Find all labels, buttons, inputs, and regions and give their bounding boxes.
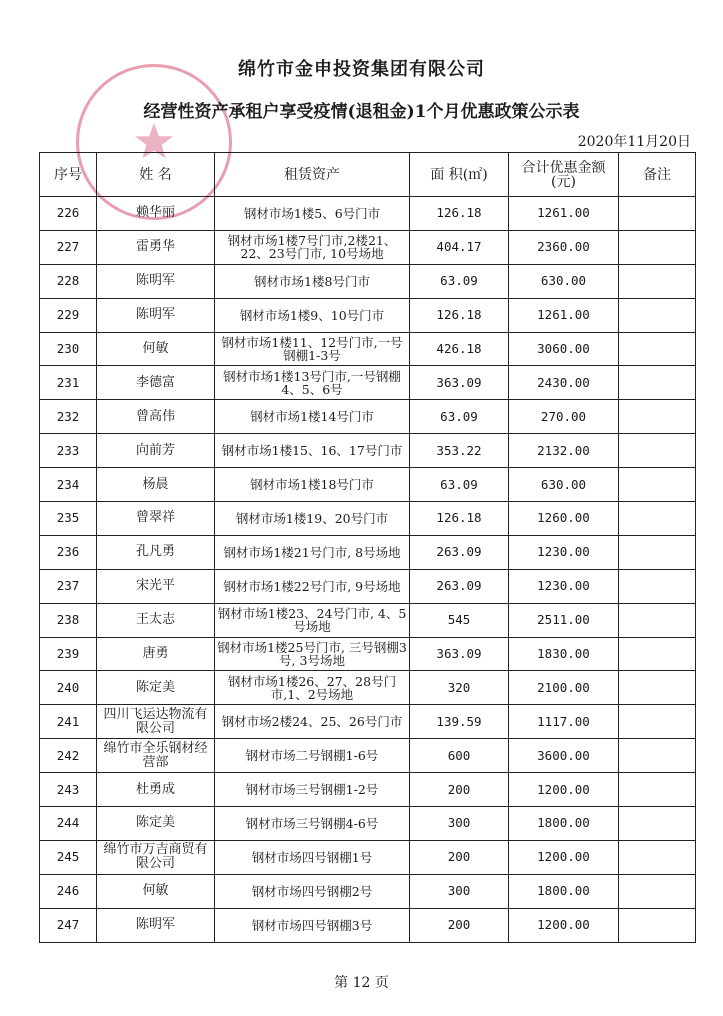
cell-no: 238 (40, 603, 97, 637)
cell-name: 曾高伟 (97, 400, 215, 434)
cell-no: 226 (40, 197, 97, 231)
cell-amount: 1800.00 (509, 807, 619, 841)
cell-name: 孔凡勇 (97, 535, 215, 569)
cell-note (619, 807, 696, 841)
table-row (40, 603, 696, 637)
cell-name: 雷勇华 (97, 230, 215, 264)
table-row (40, 468, 696, 502)
cell-amount: 2100.00 (509, 671, 619, 705)
policy-table (39, 152, 696, 943)
cell-no: 234 (40, 468, 97, 502)
cell-amount: 1230.00 (509, 535, 619, 569)
cell-amount: 1200.00 (509, 908, 619, 942)
cell-amount: 2132.00 (509, 434, 619, 468)
cell-asset: 钢材市场1楼23、24号门市, 4、5号场地 (215, 603, 410, 637)
table-row (40, 400, 696, 434)
cell-asset: 钢材市场三号钢棚4-6号 (215, 807, 410, 841)
cell-no: 231 (40, 366, 97, 400)
table-header-row (40, 153, 696, 197)
table-row (40, 705, 696, 739)
cell-area: 545 (410, 603, 509, 637)
cell-asset: 钢材市场1楼13号门市,一号钢棚4、5、6号 (215, 366, 410, 400)
cell-note (619, 230, 696, 264)
cell-amount: 1200.00 (509, 840, 619, 874)
cell-asset: 钢材市场二号钢棚1-6号 (215, 739, 410, 773)
table-row (40, 874, 696, 908)
publish-date: 2020年11月20日 (577, 134, 691, 150)
table-row (40, 569, 696, 603)
cell-area: 200 (410, 773, 509, 807)
cell-no: 230 (40, 332, 97, 366)
cell-name: 陈明军 (97, 298, 215, 332)
table-row (40, 908, 696, 942)
cell-name: 陈定美 (97, 807, 215, 841)
document-title: 经营性资产承租户享受疫情(退租金)1个月优惠政策公示表 (143, 102, 580, 122)
table-row (40, 773, 696, 807)
table-row (40, 332, 696, 366)
cell-note (619, 569, 696, 603)
cell-asset: 钢材市场三号钢棚1-2号 (215, 773, 410, 807)
cell-area: 426.18 (410, 332, 509, 366)
cell-note (619, 739, 696, 773)
cell-no: 233 (40, 434, 97, 468)
cell-amount: 1800.00 (509, 874, 619, 908)
cell-name: 何敏 (97, 874, 215, 908)
cell-area: 600 (410, 739, 509, 773)
company-title: 绵竹市金申投资集团有限公司 (238, 59, 485, 80)
cell-asset: 钢材市场四号钢棚2号 (215, 874, 410, 908)
cell-asset: 钢材市场1楼8号门市 (215, 264, 410, 298)
cell-area: 139.59 (410, 705, 509, 739)
table-row (40, 298, 696, 332)
cell-name: 何敏 (97, 332, 215, 366)
cell-name: 向前芳 (97, 434, 215, 468)
cell-area: 200 (410, 908, 509, 942)
cell-area: 300 (410, 807, 509, 841)
cell-amount: 2511.00 (509, 603, 619, 637)
table-row (40, 434, 696, 468)
cell-area: 63.09 (410, 468, 509, 502)
cell-area: 363.09 (410, 637, 509, 671)
col-header-note: 备注 (619, 153, 696, 197)
cell-no: 228 (40, 264, 97, 298)
cell-note (619, 502, 696, 536)
cell-no: 229 (40, 298, 97, 332)
cell-note (619, 874, 696, 908)
cell-note (619, 332, 696, 366)
cell-asset: 钢材市场1楼9、10号门市 (215, 298, 410, 332)
cell-asset: 钢材市场1楼22号门市, 9号场地 (215, 569, 410, 603)
table-row (40, 502, 696, 536)
cell-name: 陈明军 (97, 908, 215, 942)
cell-area: 300 (410, 874, 509, 908)
cell-amount: 2430.00 (509, 366, 619, 400)
table-row (40, 230, 696, 264)
cell-name: 四川飞运达物流有限公司 (97, 705, 215, 739)
cell-name: 绵竹市全乐钢材经营部 (97, 739, 215, 773)
cell-amount: 1260.00 (509, 502, 619, 536)
cell-no: 240 (40, 671, 97, 705)
cell-note (619, 671, 696, 705)
cell-name: 宋光平 (97, 569, 215, 603)
cell-area: 63.09 (410, 264, 509, 298)
cell-name: 赖华丽 (97, 197, 215, 231)
cell-note (619, 840, 696, 874)
cell-note (619, 535, 696, 569)
cell-area: 263.09 (410, 569, 509, 603)
cell-note (619, 908, 696, 942)
cell-area: 126.18 (410, 197, 509, 231)
cell-amount: 630.00 (509, 264, 619, 298)
cell-asset: 钢材市场1楼21号门市, 8号场地 (215, 535, 410, 569)
cell-area: 263.09 (410, 535, 509, 569)
page-number: 第 12 页 (334, 975, 389, 991)
cell-area: 353.22 (410, 434, 509, 468)
cell-name: 李德富 (97, 366, 215, 400)
cell-name: 杜勇成 (97, 773, 215, 807)
cell-no: 247 (40, 908, 97, 942)
cell-no: 245 (40, 840, 97, 874)
cell-asset: 钢材市场四号钢棚1号 (215, 840, 410, 874)
cell-amount: 2360.00 (509, 230, 619, 264)
cell-no: 241 (40, 705, 97, 739)
cell-no: 244 (40, 807, 97, 841)
cell-name: 绵竹市万吉商贸有限公司 (97, 840, 215, 874)
cell-amount: 1117.00 (509, 705, 619, 739)
col-header-no: 序号 (40, 153, 97, 197)
cell-no: 235 (40, 502, 97, 536)
table-row (40, 637, 696, 671)
cell-area: 126.18 (410, 298, 509, 332)
table-row (40, 264, 696, 298)
table-row (40, 535, 696, 569)
cell-note (619, 468, 696, 502)
cell-note (619, 366, 696, 400)
table-row (40, 197, 696, 231)
cell-no: 237 (40, 569, 97, 603)
cell-name: 唐勇 (97, 637, 215, 671)
cell-note (619, 400, 696, 434)
cell-asset: 钢材市场1楼19、20号门市 (215, 502, 410, 536)
col-header-asset: 租赁资产 (215, 153, 410, 197)
cell-note (619, 264, 696, 298)
cell-amount: 1230.00 (509, 569, 619, 603)
cell-no: 232 (40, 400, 97, 434)
cell-amount: 1830.00 (509, 637, 619, 671)
cell-note (619, 298, 696, 332)
cell-asset: 钢材市场2楼24、25、26号门市 (215, 705, 410, 739)
cell-area: 63.09 (410, 400, 509, 434)
cell-note (619, 705, 696, 739)
cell-name: 王太志 (97, 603, 215, 637)
cell-area: 320 (410, 671, 509, 705)
table-row (40, 671, 696, 705)
table-row (40, 840, 696, 874)
cell-no: 242 (40, 739, 97, 773)
cell-no: 243 (40, 773, 97, 807)
cell-area: 363.09 (410, 366, 509, 400)
col-header-area: 面 积(㎡) (410, 153, 509, 197)
cell-area: 404.17 (410, 230, 509, 264)
cell-area: 200 (410, 840, 509, 874)
cell-amount: 1261.00 (509, 197, 619, 231)
cell-name: 陈定美 (97, 671, 215, 705)
cell-amount: 630.00 (509, 468, 619, 502)
table-body (40, 197, 696, 943)
cell-asset: 钢材市场1楼25号门市, 三号钢棚3号, 3号场地 (215, 637, 410, 671)
cell-name: 杨晨 (97, 468, 215, 502)
cell-no: 239 (40, 637, 97, 671)
cell-note (619, 637, 696, 671)
col-header-name: 姓 名 (97, 153, 215, 197)
cell-asset: 钢材市场1楼11、12号门市,一号钢棚1-3号 (215, 332, 410, 366)
cell-amount: 3600.00 (509, 739, 619, 773)
cell-asset: 钢材市场1楼26、27、28号门市,1、2号场地 (215, 671, 410, 705)
cell-asset: 钢材市场四号钢棚3号 (215, 908, 410, 942)
cell-name: 陈明军 (97, 264, 215, 298)
col-header-amount: 合计优惠金额(元) (509, 153, 619, 197)
cell-note (619, 603, 696, 637)
cell-asset: 钢材市场1楼18号门市 (215, 468, 410, 502)
cell-asset: 钢材市场1楼7号门市,2楼21、22、23号门市, 10号场地 (215, 230, 410, 264)
cell-note (619, 197, 696, 231)
cell-amount: 1261.00 (509, 298, 619, 332)
cell-amount: 1200.00 (509, 773, 619, 807)
cell-amount: 270.00 (509, 400, 619, 434)
cell-asset: 钢材市场1楼5、6号门市 (215, 197, 410, 231)
cell-note (619, 773, 696, 807)
cell-name: 曾翠祥 (97, 502, 215, 536)
cell-asset: 钢材市场1楼14号门市 (215, 400, 410, 434)
cell-amount: 3060.00 (509, 332, 619, 366)
cell-note (619, 434, 696, 468)
cell-asset: 钢材市场1楼15、16、17号门市 (215, 434, 410, 468)
cell-no: 227 (40, 230, 97, 264)
cell-area: 126.18 (410, 502, 509, 536)
cell-no: 236 (40, 535, 97, 569)
cell-no: 246 (40, 874, 97, 908)
table-row (40, 739, 696, 773)
table-row (40, 807, 696, 841)
table-row (40, 366, 696, 400)
